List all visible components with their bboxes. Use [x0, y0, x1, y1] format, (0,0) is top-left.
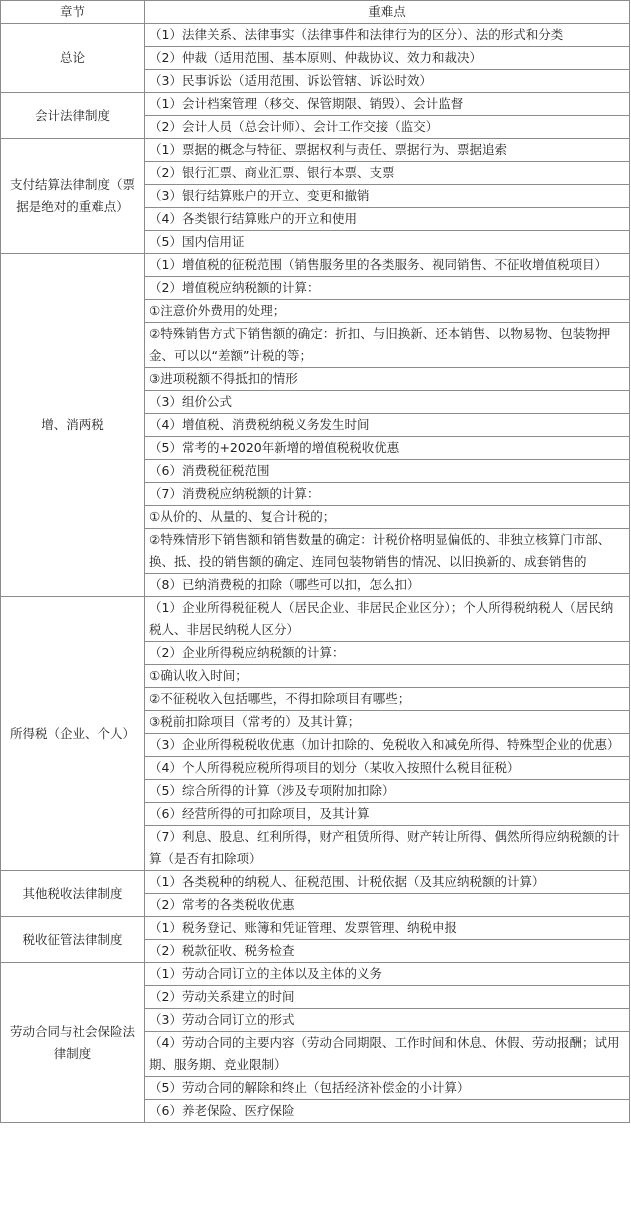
- chapter-cell: 总论: [1, 24, 145, 93]
- key-point-cell: （6）消费税征税范围: [145, 460, 630, 483]
- chapter-cell: 支付结算法律制度（票据是绝对的重难点）: [1, 139, 145, 254]
- key-point-cell: ②特殊情形下销售额和销售数量的确定：计税价格明显偏低的、非独立核算门市部、换、抵、投的销售额的确定、连同包装物销售的情况、以旧换新的、成套销售的: [145, 529, 630, 574]
- key-point-cell: （4）劳动合同的主要内容（劳动合同期限、工作时间和休息、休假、劳动报酬；试用期、服务期、竞业限制）: [145, 1032, 630, 1077]
- header-key-points: 重难点: [145, 1, 630, 24]
- table-row: [1, 24, 630, 47]
- key-point-cell: （2）会计人员（总会计师）、会计工作交接（监交）: [145, 116, 630, 139]
- table-row: [1, 254, 630, 277]
- key-point-cell: （5）综合所得的计算（涉及专项附加扣除）: [145, 780, 630, 803]
- key-point-cell: （5）常考的+2020年新增的增值税税收优惠: [145, 437, 630, 460]
- table-row: [1, 139, 630, 162]
- key-point-cell: ①从价的、从量的、复合计税的；: [145, 506, 630, 529]
- key-point-cell: （6）养老保险、医疗保险: [145, 1100, 630, 1123]
- key-point-cell: （2）银行汇票、商业汇票、银行本票、支票: [145, 162, 630, 185]
- key-point-cell: ①注意价外费用的处理；: [145, 300, 630, 323]
- key-point-cell: （1）增值税的征税范围（销售服务里的各类服务、视同销售、不征收增值税项目）: [145, 254, 630, 277]
- key-point-cell: （1）劳动合同订立的主体以及主体的义务: [145, 963, 630, 986]
- table-row: [1, 917, 630, 940]
- key-point-cell: （2）增值税应纳税额的计算：: [145, 277, 630, 300]
- key-point-cell: （2）仲裁（适用范围、基本原则、仲裁协议、效力和裁决）: [145, 47, 630, 70]
- key-point-cell: （1）票据的概念与特征、票据权利与责任、票据行为、票据追索: [145, 139, 630, 162]
- key-point-cell: （1）法律关系、法律事实（法律事件和法律行为的区分）、法的形式和分类: [145, 24, 630, 47]
- chapter-cell: 增、消两税: [1, 254, 145, 597]
- key-point-cell: （2）企业所得税应纳税额的计算：: [145, 642, 630, 665]
- key-point-cell: ①确认收入时间；: [145, 665, 630, 688]
- key-point-cell: （1）各类税种的纳税人、征税范围、计税依据（及其应纳税额的计算）: [145, 871, 630, 894]
- key-point-cell: （2）劳动关系建立的时间: [145, 986, 630, 1009]
- table-row: [1, 963, 630, 986]
- chapter-cell: 会计法律制度: [1, 93, 145, 139]
- key-point-cell: （7）利息、股息、红利所得，财产租赁所得、财产转让所得、偶然所得应纳税额的计算（是否有扣除项）: [145, 826, 630, 871]
- key-point-cell: （3）银行结算账户的开立、变更和撤销: [145, 185, 630, 208]
- key-point-cell: （3）组价公式: [145, 391, 630, 414]
- table-row: [1, 93, 630, 116]
- key-point-cell: （4）各类银行结算账户的开立和使用: [145, 208, 630, 231]
- key-point-cell: （7）消费税应纳税额的计算：: [145, 483, 630, 506]
- key-point-cell: （3）企业所得税税收优惠（加计扣除的、免税收入和减免所得、特殊型企业的优惠）: [145, 734, 630, 757]
- key-point-cell: （3）民事诉讼（适用范围、诉讼管辖、诉讼时效）: [145, 70, 630, 93]
- chapter-cell: 其他税收法律制度: [1, 871, 145, 917]
- table-row: [1, 871, 630, 894]
- key-point-cell: ②不征税收入包括哪些，不得扣除项目有哪些；: [145, 688, 630, 711]
- key-point-cell: ③进项税额不得抵扣的情形: [145, 368, 630, 391]
- table-header-row: [1, 1, 630, 24]
- key-point-cell: （8）已纳消费税的扣除（哪些可以扣，怎么扣）: [145, 574, 630, 597]
- key-point-cell: （1）企业所得税征税人（居民企业、非居民企业区分）；个人所得税纳税人（居民纳税人、非居民纳税人区分）: [145, 597, 630, 642]
- table-body: [1, 24, 630, 1123]
- key-point-cell: （2）税款征收、税务检查: [145, 940, 630, 963]
- chapter-cell: 税收征管法律制度: [1, 917, 145, 963]
- header-chapter: 章节: [1, 1, 145, 24]
- key-point-cell: （4）增值税、消费税纳税义务发生时间: [145, 414, 630, 437]
- key-point-cell: （4）个人所得税应税所得项目的划分（某收入按照什么税目征税）: [145, 757, 630, 780]
- key-point-cell: （2）常考的各类税收优惠: [145, 894, 630, 917]
- chapter-cell: 劳动合同与社会保险法律制度: [1, 963, 145, 1123]
- key-point-cell: （1）税务登记、账簿和凭证管理、发票管理、纳税申报: [145, 917, 630, 940]
- key-point-cell: ③税前扣除项目（常考的）及其计算；: [145, 711, 630, 734]
- key-point-cell: （6）经营所得的可扣除项目，及其计算: [145, 803, 630, 826]
- key-point-cell: （1）会计档案管理（移交、保管期限、销毁）、会计监督: [145, 93, 630, 116]
- key-point-cell: （3）劳动合同订立的形式: [145, 1009, 630, 1032]
- key-point-cell: （5）劳动合同的解除和终止（包括经济补偿金的小计算）: [145, 1077, 630, 1100]
- chapter-cell: 所得税（企业、个人）: [1, 597, 145, 871]
- key-point-cell: （5）国内信用证: [145, 231, 630, 254]
- key-point-cell: ②特殊销售方式下销售额的确定：折扣、与旧换新、还本销售、以物易物、包装物押金、可以以“差额”计税的等；: [145, 323, 630, 368]
- table-row: [1, 597, 630, 642]
